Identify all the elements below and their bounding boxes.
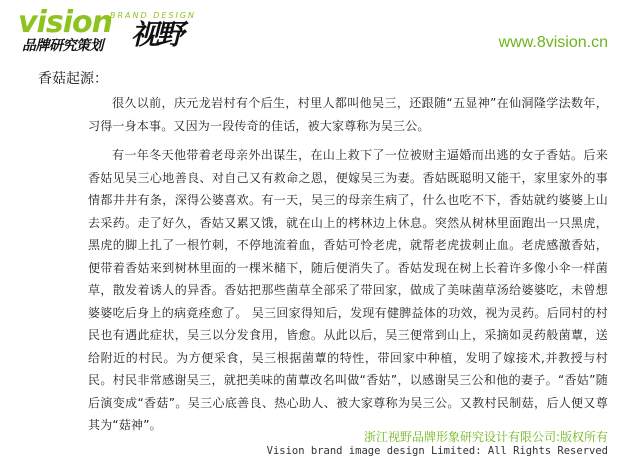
article-heading: 香菇起源： xyxy=(38,71,108,87)
logo-tagline: BRAND DESIGN xyxy=(110,11,197,20)
article-body xyxy=(88,92,608,437)
vision-logo xyxy=(18,5,218,54)
page-header xyxy=(0,0,630,62)
article-paragraph: 很久以前，庆元龙岩村有个后生，村里人都叫他吴三，还跟随“五显神”在仙洞隆学法数年，习得一身本事。又因为一段传奇的佳话，被大家尊称为吴三公。 xyxy=(88,96,608,133)
logo-wordmark: vision xyxy=(18,5,112,40)
logo-big-chars: 视野 xyxy=(131,18,182,51)
footer-copyright-en: Vision brand image design Limited: All Rights Reserved xyxy=(266,445,608,457)
footer-copyright-cn: 浙江视野品牌形象研究设计有限公司:版权所有 xyxy=(363,430,608,444)
article-paragraph: 有一年冬天他带着老母亲外出谋生，在山上救下了一位被财主逼婚而出逃的女子香姑。后来香姑见吴三心地善良、对自己又有救命之恩，便嫁吴三为妻。香姑既聪明又能干，家里家外的事情都井井有条，深得公婆喜欢。有一天，吴三的母亲生病了，什么也吃不下，香姑就约婆婆上山去采药。走了好久，香姑又累又饿，就在山上的栲林边上休息。突然从树林里面跑出一只黑虎，黑虎的脚上扎了一根竹刺，不停地流着血，香姑可怜老虎，就帮老虎拔刺止血。老虎感激香姑，便带着香姑来到树林里面的一棵米槠下，随后便消失了。香姑发现在树上长着许多像小伞一样菌草，散发着诱人的异香。香姑把那些菌草全部采了带回家，做成了美味菌草汤给婆婆吃，未曾想婆婆吃后身上的病竟痊愈了。 吴三回家得知后，发现有健脾益体的功效，视为灵药。后同村的村民也有遇此症状，吴三以分发食用，皆愈。从此以后，吴三便常到山上，采摘如灵药般菌蕈，送给附近的村民。为方便采食，吴三根据菌蕈的特性，带回家中种植，发明了嫁接术,并教授与村民。村民非常感谢吴三，就把美味的菌蕈改名叫做“香姑”，以感谢吴三公和他的妻子。“香姑”随后演变成“香菇”。吴三心底善良、热心助人、被大家尊称为吴三公。又教村民制菇，后人便又尊其为“菇神”。 xyxy=(88,148,608,432)
logo-chinese-text: 品牌研究策划 xyxy=(22,38,103,54)
site-url: www.8vision.cn xyxy=(498,34,608,51)
